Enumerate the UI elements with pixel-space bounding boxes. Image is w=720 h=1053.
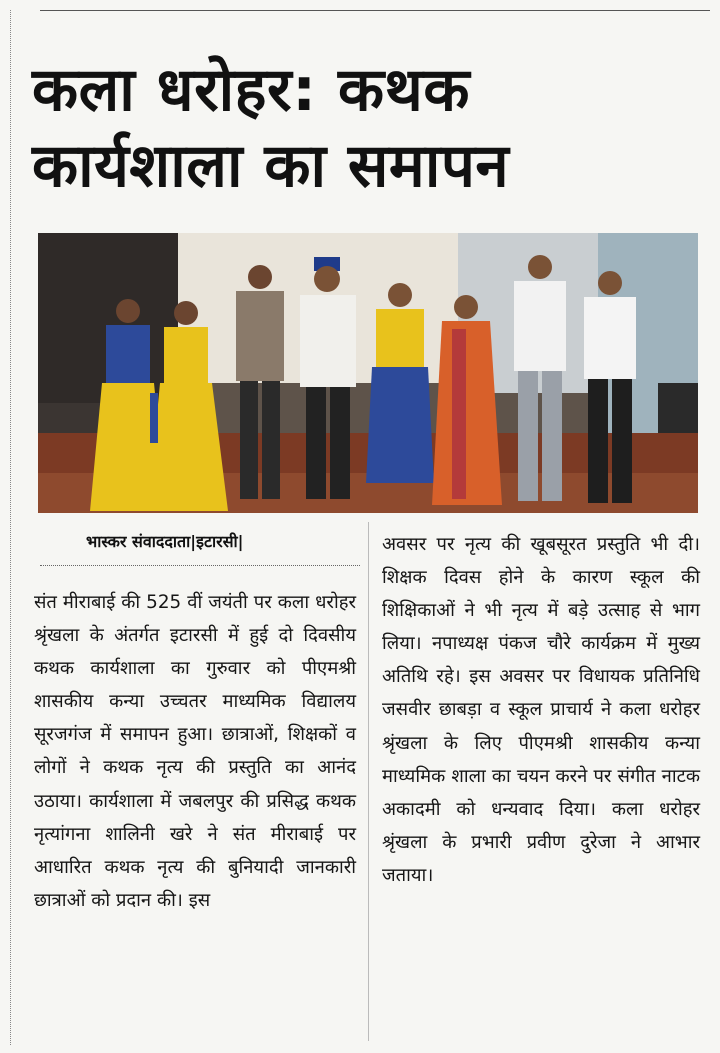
headline-line-1: कला धरोहर: कथक — [32, 55, 470, 125]
group-photo-illustration — [38, 233, 698, 513]
page-border — [10, 10, 11, 1045]
headline-line-2: कार्यशाला का समापन — [32, 131, 510, 201]
column-divider — [368, 522, 369, 1041]
article-body-right-column: अवसर पर नृत्य की खूबसूरत प्रस्तुति भी दी। शिक्षक दिवस होने के कारण स्कूल की शिक्षिकाओं ने भी नृत्य में बड़े उत्साह से भाग लिया। नपाध्यक्ष पंकज चौरे कार्यक्रम में मुख्य अतिथि रहे। इस अवसर पर विधायक प्रतिनिधि जसवीर छाबड़ा व स्कूल प्राचार्य ने कला धरोहर श्रृंखला के लिए पीएमश्री शासकीय कन्या माध्यमिक शाला का चयन करने पर संगीत नाटक अकादमी को धन्यवाद दिया। कला धरोहर श्रृंखला के प्रभारी प्रवीण दुरेजा ने आभार जताया। — [382, 534, 700, 886]
top-rule — [40, 10, 710, 11]
article-body-left-column: संत मीराबाई की 525 वीं जयंती पर कला धरोहर श्रृंखला के अंतर्गत इटारसी में हुई दो दिवसीय कथक कार्यशाला का गुरुवार को पीएमश्री शासकीय कन्या उच्चतर माध्यमिक विद्यालय सूरजगंज में समापन हुआ। छात्राओं, शिक्षकों व लोगों ने कथक नृत्य की प्रस्तुति का आनंद उठाया। कार्यशाला में जबलपुर की प्रसिद्ध कथक नृत्यांगना शालिनी खरे ने संत मीराबाई पर आधारित कथक नृत्य की बुनियादी जानकारी छात्राओं को प्रदान की। इस — [34, 592, 356, 911]
headline — [32, 52, 692, 204]
byline-divider — [40, 565, 360, 566]
event-photo — [38, 233, 698, 513]
byline: भास्कर संवाददाता|इटारसी| — [86, 532, 244, 551]
